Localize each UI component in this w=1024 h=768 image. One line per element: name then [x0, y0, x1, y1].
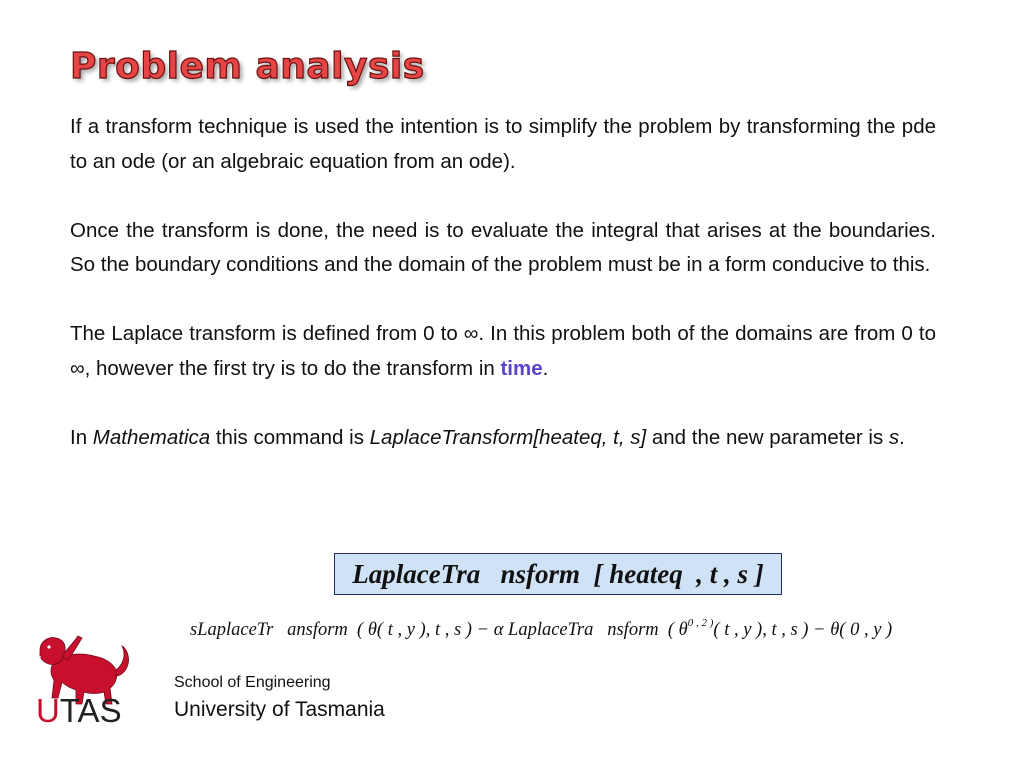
paragraph-boundaries: Once the transform is done, the need is to evaluate the integral that arises at the boundaries. So the boundary conditions and the domain of the problem must be in a form conducive to this. [70, 218, 936, 276]
school-name: School of Engineering [174, 674, 331, 691]
parameter-s: s [888, 425, 900, 449]
result-formula-superscript: 0 , 2 ) [687, 617, 714, 629]
utas-logo-rest: TAS [59, 692, 122, 729]
result-formula-part2: ( t , y ), t , s ) − θ( 0 , y ) [713, 620, 893, 640]
utas-logo-text [36, 692, 122, 730]
text-segment: In [70, 425, 93, 449]
university-name: University of Tasmania [174, 698, 385, 721]
text-segment: . [899, 425, 905, 449]
paragraph-laplace-domain-text: The Laplace transform is defined from 0 to ∞. In this problem both of the domains are from 0 to ∞, however the first try is to do the transform in [70, 322, 936, 380]
slide-body [70, 110, 936, 455]
command-formula-box: LaplaceTra nsform [ heateq , t , s ] [334, 553, 782, 595]
paragraph-laplace-domain [70, 317, 936, 386]
result-formula-part1: sLaplaceTr ansform ( θ( t , y ), t , s ) − α LaplaceTra nsform ( θ [190, 620, 688, 640]
utas-logo-u: U [36, 692, 60, 729]
mathematica-word: Mathematica [92, 425, 211, 449]
text-segment: and the new parameter is [646, 425, 889, 449]
command-text: LaplaceTransform[heateq, t, s] [369, 425, 647, 449]
paragraph-transform-intent: If a transform technique is used the intention is to simplify the problem by transforming the pde to an ode (or an algebraic equation from an ode). [70, 115, 936, 173]
result-formula [190, 617, 892, 641]
paragraph-mathematica-command [70, 421, 936, 456]
paragraph-laplace-domain-end: . [542, 356, 549, 380]
slide-title: Problem analysis [70, 46, 425, 87]
text-segment: this command is [210, 425, 370, 449]
time-highlight: time [500, 356, 543, 380]
